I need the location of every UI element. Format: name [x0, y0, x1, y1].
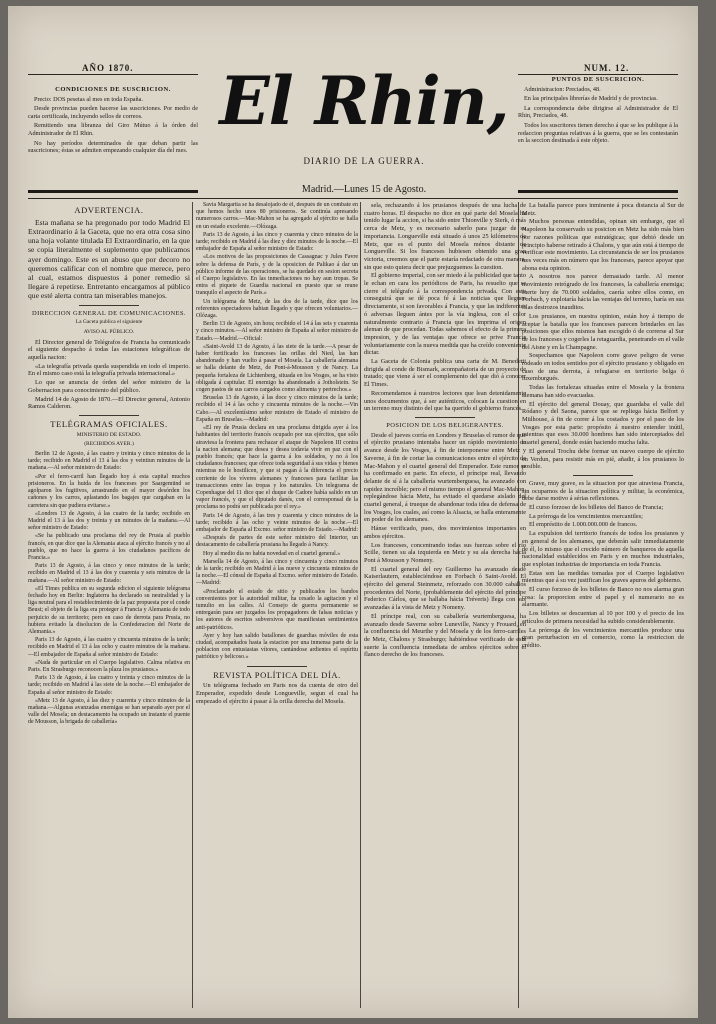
- aviso-heading: AVISO AL PÚBLICO.: [83, 328, 135, 335]
- masthead: [8, 6, 698, 196]
- article-paragraph: Los franceses, concentrando todas sus fuerzas sobre el rio Scille, tienen su ala izquierda en Metz y su ala derecha hácia Pont á Mousson y Nomeny.: [364, 541, 526, 564]
- subscription-conditions-text: No hay períodos determinados de que deban partir las suscriciones; éstas se admiten empezando cualquier día del mes.: [28, 139, 198, 155]
- separator: [247, 666, 307, 667]
- direccion-heading: DIRECCION GENERAL DE COMUNICACIONES.: [32, 309, 186, 317]
- column-1: [28, 202, 190, 1008]
- telegram-paragraph: Hoy al medio dia no habia novedad en el cuartel general.»: [203, 550, 341, 557]
- telegram-paragraph: «El Times publica en su segunda edicion el siguiente telégrama fechado hoy en Berlin: Inglaterra ha declarado su neutralidad y la liga neutral para el restablecimiento de la paz propuesta por el conde Beust; el objeto de la liga era proteger á Francia y Alemania de todo perjuicio de su territorio; pero en caso de derrota para Prusia, no hubiera evitado la disolucion de la Confederacion del Norte de Alemania.»: [28, 585, 190, 635]
- article-paragraph: Hánse verificado, pues, dos movimientos importantes en ambos ejércitos.: [364, 525, 526, 540]
- year-rule: [28, 74, 198, 75]
- subscription-conditions: [28, 86, 198, 157]
- article-paragraph: La batalla parece pues inminente á poca distancia al Sur de Metz.: [522, 202, 684, 217]
- advertencia-heading: ADVERTENCIA.: [74, 205, 144, 215]
- article-paragraph: La prórroga de los vencimientos mercantiles produce una gran perturbacion en el comercio, como la restriccion de crédito.: [522, 626, 684, 649]
- telegram-paragraph: «Londres 13 de Agosto, á las cuatro de la tarde; recibido en Madrid el 13 á las dos y treinta y un minutos de la mañana.—Al señor ministro de Estado:: [28, 510, 190, 532]
- telegram-paragraph: Paris 13 de Agosto, á las cuatro y treinta y cinco minutos de la tarde; recibido en Madrid á las siete de la noche.—El embajador de España al señor ministro de Estado:: [28, 675, 190, 696]
- telegram-paragraph: «El rey de Prusia declara en una proclama dirigida ayer á los habitantes del territorio francés ocupado por sus ejércitos, que sólo atraviesa la frontera para rechazar el ataque de Napoleon III contra la nacion alemana; que desea y desea todavía vivir en paz con el pueblo francés; que hace la guerra á los soldados, y no á los ciudadanos franceses; que ofrece toda seguridad á sus vidas y bienes mientras no le hostilicen, y que si pagan á la diferencia el precio corriente de los víveres alemanes y franceses para facilitar las transacciones entre las tropas y los naturales. Un telegrama de Copenhague del 11 dice que el duque de Cadore había salido en un vapor francés, y que el diputado danés, con el corresponsal de la proclama no podrá ser publicada por el rey.»: [196, 425, 358, 511]
- article-paragraph: La prórroga de los vencimientos mercantiles;: [529, 512, 643, 520]
- separator: [79, 305, 139, 306]
- subscription-points-text: Todos los suscritores tienen derecho á que se les publique á la redaccion preguntas relativas á la guerra, que se les contestarán en la seccion destinada á este objeto.: [518, 121, 678, 145]
- article-paragraph: Los billetes se descuentan al 10 por 100 y el precio de los artículos de primera necesidad ha subido considerablemente.: [522, 610, 684, 625]
- article-paragraph: El gobierno imperial, con ser miedo á la publicidad que tanto le echan en cara los periódicos de Paris, ha resuelto que se cierre el telégrafo á la correspondencia privada. Con esto conseguirá que se dé poca fé á las noticias que lleguen directamente, si son favorables á Francia, y que las indiferentes ó adversas lleguen ántes por la vía inglesa, con el color naturalmente contrario á Francia que les imprima el origen aleman de que procedan. Todas sabemos el efecto de la primera impresion, y de las ventajas que ofrece se prive Francia voluntariamente con la nueva medida que ha creído conveniente dictar.: [364, 272, 526, 357]
- article-paragraph: El Director general de Telégrafos de Francia ha comunicado el siguiente despacho á todas las estaciones telegráficas de aquella nacion:: [28, 338, 190, 362]
- telegram-paragraph: Bruselas 13 de Agosto, á las doce y cinco minutos de la tarde; recibido el 14 á las ocho y cincuenta minutos de la noche.—Vin Cabo.—Al excelentísimo señor ministro de Estado el ministro de España en Bruselas.—Madrid:: [196, 395, 358, 423]
- masthead-bottom-rule: [28, 198, 678, 199]
- telegram-paragraph: Paris 13 de Agosto, á las cuatro y cincuenta minutos de la tarde; recibido en Madrid el 13 á las ocho y cuatro minutos de la mañana.—El embajador de España al señor ministro de Estado:: [28, 637, 190, 658]
- article-paragraph: «La telegrafía privada queda suspendida en todo el imperio. En el mismo caso está la telegrafía privada internacional.»: [28, 362, 190, 378]
- column-divider: [360, 202, 361, 1008]
- article-paragraph: A nosotros nos parece demasiado tarde. Al menor movimiento retrógrado de los franceses, la caballería enemiga; fuerte hoy de 70.000 soldados, caería sobre ellos como, en Forbach, y explotaría hácia las ventajas del terreno, haría en sus filas destrozos inauditos.: [522, 273, 684, 312]
- telegram-paragraph: «Por el ferro-carril han llegado hoy á esta capital muchos prisioneros. En la huida de los franceses por Saargemünd se agolparon los fugitivos, arrastrando en el mayor desórden los cañones y los carros, aplastando los bagajes que cargaban en la carretera sin que pudiera evitarse.»: [28, 473, 190, 509]
- recibidos-note: (RECIBIDOS AYER.): [84, 441, 134, 448]
- telegram-paragraph: Berlin 13 de Agosto, sin hora; recibido el 14 á las seis y cuarenta y cinco minutos.—Al señor ministro de España al señor ministro de Estado.—Madrid.—Oficial:: [196, 321, 358, 342]
- article-paragraph: Grave, muy grave, es la situacion por que atraviesa Francia, sin ocuparnos de la situacion política y militar, la económica, debe darse motivo á sérias reflexiones.: [522, 479, 684, 503]
- posicion-heading: POSICION DE LOS BELIGERANTES.: [386, 421, 504, 429]
- subscription-points-text: Administracion: Preciados, 48.: [524, 85, 601, 93]
- article-paragraph: Muchos personas entendidas, opinan sin embargo, que el Napoleon ha conservado su posicion en Metz ha sido más bien por razones políticas que estratégicas; que debió desde un principio haberse retirado á Chalons, y que aún está á tiempo de verificar este movimiento. La circunstancia de ser los prusianos tres veces más en número que los franceses, parece apoyar que abona esta opinion.: [522, 218, 684, 272]
- telegram-paragraph: Paris 13 de Agosto, á las cinco y cuarenta y cinco minutos de la tarde; recibido en Madrid á las diez y diez minutos de la noche.—El embajador de España al señor ministro de Estado:: [196, 231, 358, 253]
- article-paragraph: El ejército del general Douay, que guardaba el valle del Ródano y del Saona, parece que se repliega hácia Belfort y Mülhouse, á fin de correr á los costados y por el paso de los Vosges por esta parte: propósito á nuestro entender inútil, mientras que esos 30.000 hombres han sido interceptados del cuartel general, donde están haciendo mucha falta.: [522, 400, 684, 447]
- year-label: AÑO 1870.: [82, 63, 134, 73]
- telegram-paragraph: Ayer y hoy han salido batallones de guardias móviles de esta ciudad, acompañados hasta la estacion por una inmensa parte de la poblacion con entusiastas vítores, cantándose ardientes el espíritu patriótico y belicoso.»: [196, 632, 358, 661]
- article-paragraph: El curso forzoso de los billetes del Banco de Francia;: [529, 504, 664, 512]
- article-paragraph: Sospechamos que Napoleon corre grave peligro de verse rodeado en todos sentidos por el ejército prusiano y obligado en caso de una derrota, á refugiarse en territorio belga ó luxemburgués.: [522, 352, 684, 383]
- column-3: [364, 202, 526, 1008]
- subscription-points: [518, 76, 678, 147]
- telegram-paragraph: Paris 14 de Agosto, á las tres y cuarenta y cinco minutos de la tarde; recibido á las ocho y veinte minutos de la noche.—El embajador de España al Excmo. señor ministro de Estado.—Madrid:: [196, 512, 358, 533]
- revista-heading: REVISTA POLÍTICA DEL DÍA.: [213, 669, 341, 680]
- issue-date: Madrid.—Lunes 15 de Agosto.: [301, 184, 427, 195]
- separator: [573, 475, 633, 476]
- article-paragraph: Todas las fortalezas situadas entre el Mosela y la frontera alemana han sido evacuadas.: [522, 384, 684, 399]
- subscription-conditions-text: Desde provincias pueden hacerse las suscriciones. Por medio de carta certificada, incluyendo sellos de correos.: [28, 105, 198, 120]
- newspaper-title: El Rhin,: [219, 62, 509, 140]
- article-paragraph: La expulsion del territorio francés de todos los prusianos y en general de los alemanes, que deberán salir inmediatamente de él, lo mismo que el crecido número de banqueros de aquella nacionalidad establecidos en Paris y en muchos industriales, que explotan industrias de importancia en toda Francia.: [522, 530, 684, 568]
- subscription-conditions-heading: CONDICIONES DE SUSCRICION.: [55, 86, 171, 93]
- subscription-points-text: La correspondencia debe dirigirse al Administrador de El Rhin, Preciados, 48.: [518, 104, 678, 120]
- telegram-paragraph: «Nada de particular en el Cuerpo legislativo. Calma relativa en Paris. En Strasburgo reconocen la plaza los prusianos.»: [28, 659, 190, 673]
- advertencia-text: Esta mañana se ha pregonado por todo Madrid El Extraordinario á la Gaceta, que no era otra cosa sino una hoja volante titulada El Extraordinario, en la que se copia literalmente el suplemento que publicamos ayer domingo. Este es un abuso que por decoro no queremos calificar con el nombre que merece, pero al cual, estamos dispuestos á poner remedio si llegare á repetirse. Entretanto encargamos al público que esté alerta contra tan miserables manejos.: [28, 217, 190, 301]
- telegram-paragraph: «Se ha publicado una proclama del rey de Prusia al pueblo francés, en que dice que la Alemania ataca al ejército francés y no al pueblo, que no hace la guerra á los ciudadanos pacíficos de Francia.»: [28, 533, 190, 561]
- article-paragraph: Desde el jueves corría en Londres y Bruselas el rumor de que el ejército prusiano intentaba hacer un rápido movimiento de avance desde los Vosges, á fin de interponerse entre Metz y Saverne, á fin de cortar las comunicaciones entre el ejército de Mac-Mahon y el cuartel general del Emperador. Este rumor se ha confirmado en parte. En efecto, el príncipe real, llevando delante de sí á la caballería wurtemberguesa, ha avanzado con rapidez increíble; pero el mismo tiempo el general Mac-Mahon, replegándose hácia Metz, ha evitado el quedarse aislado del cuartel general, á trueque de abandonar toda idea de defensa de los Vosges, los cuales, así como la Alsacia, se halla enteramente en poder de los alemanes.: [364, 431, 526, 524]
- column-divider: [192, 202, 193, 1008]
- date-bar-right: [518, 190, 678, 193]
- article-paragraph: El empréstito de 1.000.000.000 de francos.: [529, 521, 638, 529]
- telegram-paragraph: Savia Margarita se ha desalojado de él, después de un combate en que hemos hecho unos 80 prisioneros. Se continúa apresando numerosos carros.—Mac-Mahon se ha agregado al ejército se halla en un estado excelente.—Olózaga.: [196, 202, 358, 230]
- telegram-paragraph: «Después de partes de este señor ministro del Interior, un destacamento de caballería prusiana ha llegado á Nancy.: [196, 535, 358, 549]
- article-paragraph: Los prusianos, en nuestra opinion, están hoy á tiempo de aceptar la batalla que los franceses parecen brindarles en las posiciones que ellos mismos han escogido ó de correrse al Sur de los franceses y cogerles la retaguardia, penetrando en el valle del Aisne y en la Champagne.: [522, 312, 684, 351]
- telegram-paragraph: Paris 13 de Agosto, á las cinco y once minutos de la tarde; recibido en Madrid el 13 á las dos y cuarenta y seis minutos de la mañana.—Al señor ministro de Estado:: [28, 563, 190, 584]
- newspaper-subtitle: DIARIO DE LA GUERRA.: [303, 156, 425, 166]
- telegram-paragraph: Marsella 14 de Agosto, á las cinco y cincuenta y cinco minutos de la tarde; recibido en Madrid á las nueve y cincuenta minutos de la noche.—El cónsul de España al Excmo. señor ministro de Estado.—Madrid:: [196, 558, 358, 587]
- article-paragraph: Madrid 14 de Agosto de 1870.—El Director general, Antonio Ramos Calderon.: [28, 395, 190, 411]
- date-bar-left: [28, 190, 198, 193]
- subscription-points-heading: PUNTOS DE SUSCRICION.: [551, 76, 645, 83]
- separator: [415, 417, 475, 418]
- ministerio-heading: MINISTERIO DE ESTADO.: [76, 431, 142, 438]
- article-paragraph: El príncipe real, con su caballería wurtemberguesa, ha avanzado desde Saverne sobre Luneville, Nancy y Frouard, en la confluencia del Meurthe y del Mosela y de los ferro-carriles de Metz, Chalons y Strasburgo; habiéndose verificado de esta suerte la confluencia inmediata de ambos ejércitos sobre el flanco derecho de los franceses.: [364, 612, 526, 659]
- article-paragraph: La Gaceta de Colonia publica una carta de M. Benedetti dirigida al conde de Bismark, acompañatoria de un proyecto de tratado; que viene á ser el complemento del que dió á conocer El Times.: [364, 358, 526, 389]
- article-paragraph: Un telégrama fechado en Paris nos da cuenta de otro del Emperador, expedido desde Longueville, segun el cual ha empezado el ejército á pasar á la orilla derecha del Mosela.: [196, 682, 358, 705]
- subscription-points-text: En las principales librerías de Madrid y de provincias.: [524, 95, 658, 103]
- column-2: [196, 202, 358, 1008]
- issue-number: NUM. 12.: [584, 63, 630, 73]
- telegramas-heading: TELÉGRAMAS OFICIALES.: [50, 418, 168, 429]
- subscription-conditions-text: Precio: DOS pesetas al mes en toda España.: [34, 95, 143, 103]
- telegram-paragraph: «Saint-Avold 13 de Agosto, á las siete de la tarde.—A pesar de haber fortificado los franceses las orillas del Nied, las han abandonado y han vuelto á pasar el Mosela. La caballería alemana se halla delante de Metz, de Pont-á-Mousson y de Nancy. La pequeña fortaleza de Lichtenberg, situada en los Vosges, se ha visto obligada á capitular. El enemigo ha abandonado á Jotholstein. Se cogen pastos de sus carros cargados como alimenta y pertrechos.»: [196, 343, 358, 394]
- separator: [79, 415, 139, 416]
- article-paragraph: sela, rechazando á los prusianos después de una lucha de cuatro horas. El despacho no dice en qué parte del Mosela ha tenido lugar la accion, si ha sido entre Thionville y Sierk, ó más cerca de Metz, y es necesario saberlo para juzgar de su importancia. Longueville está situado á unos 25 kilómetros de Metz, que es el punto del Mosela ménos distante de Longueville. Si los franceses hubiesen obtenido una gran victoria, creemos que el parte estaría redactado de otra manera, sin que esto quiera decir que prejuzguemos la cuestion.: [364, 202, 526, 271]
- telegram-paragraph: Un telégrama de Metz, de las dos de la tarde, dice que los referentes espectadores habian llegado y que ofrecen voluntarios.—Olózaga.: [196, 298, 358, 320]
- gaceta-line: La Gaceta publica el siguiente: [75, 319, 143, 326]
- article-paragraph: Recomendamos á nuestros lectores que lean detenidamente unos documentos que, á ser auténticos, colocan la cuestion en un terreno muy distinto del que ha querido el gobierno francés.: [364, 389, 526, 413]
- telegram-paragraph: «Metz 13 de Agosto, á las diez y cuarenta y cinco minutos de la mañana.—Algunas avanzadas enemigas se han separado ayer por el valle del Mosela; un destacamento ha ocupado un instante el puente de Mousson, la brigada de caballería»: [28, 697, 190, 726]
- telegram-paragraph: «Proclamado el estado de sitio y publicados los bandos convenientes por la autoridad militar, ha cesado la agitacion y el tumulto en las calles. Al Consejo de guerra permanente se entregarán para ser juzgados los propagadores de falsas noticias y los autores de escritos subversivos que manifiestan sentimientos anti-patrióticos.: [196, 588, 358, 631]
- article-paragraph: El cuartel general del rey Guillermo ha avanzado desde Kaiserlautern, estableciéndose en Forbach ó Saint-Avold. El ejército del general Steinmetz, reforzado con 30.000 caballos procedentes del Norte, (probablemente del ejército del príncipe Federico Cárlos, que se hallaba hácia Tréveris) llega con sus avanzadas á la vista de Metz y Nomeny.: [364, 565, 526, 612]
- subscription-conditions-text: Remitiendo una libranza del Giro Mútuo á la órden del Administrador de El Rhin.: [28, 122, 198, 137]
- article-paragraph: Lo que se anuncia de órden del señor ministro de la Gobernacion para conocimiento del público.: [28, 379, 190, 394]
- article-paragraph: Estas son las medidas tomadas por el Cuerpo legislativo mientras que á su vez justifican los graves apuros del gobierno.: [522, 569, 684, 585]
- article-paragraph: El general Trochu debe formar un nuevo cuerpo de ejército en Verdun, para resistir más en pié, añadir, á los prusianos lo posible.: [522, 447, 684, 471]
- article-paragraph: El curso forzoso de los billetes de Banco no nos alarma gran cosa: la proporcion entre el papel y el numerario no es alarmante.: [522, 586, 684, 609]
- newspaper-page: [8, 6, 698, 1018]
- number-rule: [518, 74, 678, 75]
- column-4: [522, 202, 684, 1008]
- telegram-paragraph: Berlin 12 de Agosto, á las cuatro y treinta y cinco minutos de la tarde; recibido en Madrid el 13 á las dos y veintiun minutos de la mañana.—Al señor ministro de Estado:: [28, 451, 190, 472]
- telegram-paragraph: «Los motivos de las proposiciones de Cassagnac y Jules Favre sobre la defensa de París, y de la oposicion de Palikao á dar un público informe de las operaciones, se ha quedado en sesion secreta el Cuerpo legislativo. En las inmediaciones no hay aun tropas. Se entra el piquete de Guardia nacional en puesto que se reune tranquilo el aspecto de París.»: [196, 254, 358, 297]
